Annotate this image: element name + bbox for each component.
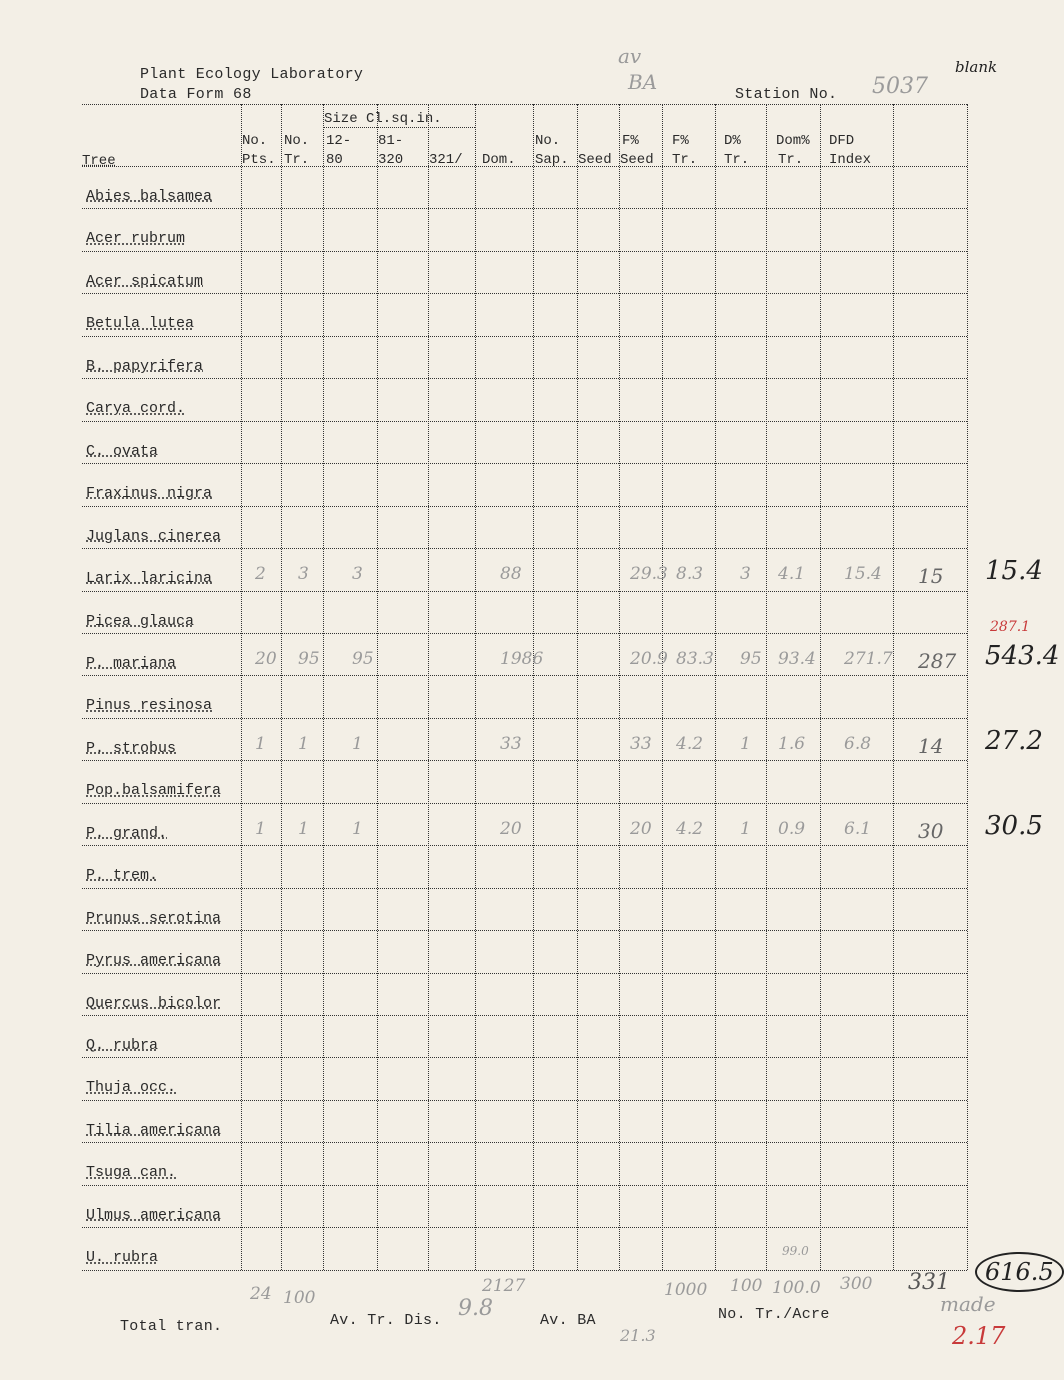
cell-domtr: 4.1 <box>778 564 806 585</box>
pencil-note-av: av <box>618 44 642 68</box>
cell-fseed: 20.9 <box>630 648 668 669</box>
tree-name: P. trem. <box>86 867 159 885</box>
cell-extra: 15 <box>918 564 944 589</box>
col-size-81-2: 320 <box>378 152 404 168</box>
cell-fseed: 20 <box>630 818 652 839</box>
grid-vline <box>428 104 429 1270</box>
cell-dtr: 3 <box>740 564 751 585</box>
margin-total: 15.4 <box>985 556 1043 587</box>
tree-name: Pyrus americana <box>86 952 222 970</box>
cell-pts: 20 <box>255 648 277 669</box>
tree-name: Pinus resinosa <box>86 697 213 715</box>
tree-name: Prunus serotina <box>86 909 222 927</box>
col-size-81-1: 81- <box>378 133 404 149</box>
tree-name: Abies balsamea <box>86 188 213 205</box>
grid-vline <box>533 104 534 1270</box>
grid-hline <box>82 1100 967 1101</box>
total-extra: 331 <box>908 1270 950 1295</box>
col-no-pts-1: No. <box>242 133 268 149</box>
station-note: blank <box>955 58 998 76</box>
cell-tr: 95 <box>298 648 320 669</box>
grid-vline <box>893 104 894 1270</box>
grid-vline <box>281 104 282 1270</box>
col-no-tr-1: No. <box>284 133 310 149</box>
tree-name: Acer rubrum <box>86 230 186 248</box>
cell-ftr: 4.2 <box>676 818 704 839</box>
cell-dfd: 6.1 <box>844 818 872 839</box>
margin-red-note: 287.1 <box>990 618 1031 635</box>
cell-dtr: 1 <box>740 733 751 754</box>
form-number: Data Form 68 <box>140 86 252 103</box>
total-domtr-above: 99.0 <box>782 1244 809 1258</box>
cell-ftr: 4.2 <box>676 733 704 754</box>
margin-total: 27.2 <box>985 725 1043 756</box>
grid-vline <box>619 104 620 1270</box>
station-value: 5037 <box>872 74 928 99</box>
cell-fseed: 29.3 <box>630 564 668 585</box>
cell-fseed: 33 <box>630 733 652 754</box>
tree-name: Larix laricina <box>86 570 213 588</box>
grid-hline <box>82 336 967 337</box>
av-ba-value: 21.3 <box>620 1326 656 1345</box>
grid-vline <box>241 104 242 1270</box>
cell-domtr: 1.6 <box>778 733 806 754</box>
grid-hline <box>82 1142 967 1143</box>
col-domtr-1: Dom% <box>776 133 810 149</box>
cell-dtr: 95 <box>740 648 762 669</box>
tree-name: Juglans cinerea <box>86 527 222 545</box>
no-tr-acre-label: No. Tr./Acre <box>718 1306 830 1323</box>
grid-vline <box>820 104 821 1270</box>
pencil-note-ba: BA <box>628 70 658 94</box>
tree-name: P. strobus <box>86 739 177 757</box>
av-tr-dis-label: Av. Tr. Dis. <box>330 1312 442 1329</box>
cell-dom: 33 <box>500 733 522 754</box>
col-ftr-1: F% <box>672 133 689 149</box>
grid-vline <box>967 104 968 1270</box>
col-fseed-1: F% <box>622 133 639 149</box>
grid-hline <box>82 251 967 252</box>
grid-vline <box>766 104 767 1270</box>
tree-name: Ulmus americana <box>86 1206 222 1224</box>
cell-pts: 1 <box>255 818 266 839</box>
tree-name: B. papyrifera <box>86 357 204 375</box>
cell-s12: 1 <box>352 733 363 754</box>
grid-vline <box>377 104 378 1270</box>
cell-dom: 20 <box>500 818 522 839</box>
col-ftr-2: Tr. <box>672 152 698 168</box>
col-size-12-1: 12- <box>326 133 352 149</box>
col-no-sap-1: No. <box>535 133 561 149</box>
cell-dom: 88 <box>500 564 522 585</box>
grid-hline <box>82 1270 967 1271</box>
cell-extra: 30 <box>918 818 944 843</box>
grid-hline <box>82 888 967 889</box>
grid-hline <box>82 803 967 804</box>
grid-vline <box>577 104 578 1270</box>
cell-domtr: 93.4 <box>778 648 816 669</box>
col-no-sap-2: Sap. <box>535 152 569 168</box>
cell-s12: 1 <box>352 818 363 839</box>
total-dtr: 100 <box>730 1276 763 1296</box>
tree-name: Fraxinus nigra <box>86 485 213 503</box>
grid-hline <box>82 1185 967 1186</box>
grid-hline <box>82 718 967 719</box>
cell-tr: 3 <box>298 564 309 585</box>
grid-hline <box>82 760 967 761</box>
av-ba-label: Av. BA <box>540 1312 596 1329</box>
grid-hline <box>82 1015 967 1016</box>
tree-name: Pop.balsamifera <box>86 782 222 800</box>
tree-name: Carya cord. <box>86 400 186 418</box>
grid-hline <box>82 463 967 464</box>
cell-tr: 1 <box>298 818 309 839</box>
tree-name: Tilia americana <box>86 1121 222 1139</box>
grid-vline <box>475 104 476 1270</box>
grid-hline <box>82 208 967 209</box>
col-size-321: 321/ <box>429 152 463 168</box>
grid-hline <box>82 633 967 634</box>
margin-total: 543.4 <box>985 640 1060 671</box>
cell-s12: 95 <box>352 648 374 669</box>
cell-dfd: 15.4 <box>844 564 882 585</box>
red-value: 2.17 <box>952 1322 1006 1350</box>
total-domtr: 100.0 <box>772 1278 821 1298</box>
tree-name: Betula lutea <box>86 315 195 333</box>
grid-hline <box>82 506 967 507</box>
col-no-pts-2: Pts. <box>242 152 276 168</box>
cell-ftr: 83.3 <box>676 648 714 669</box>
col-domtr-2: Tr. <box>778 152 804 168</box>
grid-vline <box>662 104 663 1270</box>
cell-dfd: 271.7 <box>844 648 893 669</box>
note-made: made <box>940 1292 996 1316</box>
col-dom: Dom. <box>482 152 516 168</box>
tree-name: C. ovata <box>86 442 159 460</box>
total-s12: 100 <box>283 1288 316 1308</box>
tree-name: Thuja occ. <box>86 1079 177 1097</box>
cell-ftr: 8.3 <box>676 564 704 585</box>
av-tr-dis-value: 9.8 <box>458 1296 493 1321</box>
grid-hline <box>82 1227 967 1228</box>
tree-name: Acer spicatum <box>86 272 204 290</box>
lab-title: Plant Ecology Laboratory <box>140 66 364 83</box>
cell-s12: 3 <box>352 564 363 585</box>
cell-extra: 14 <box>918 733 944 758</box>
tree-name: U. rubra <box>86 1249 159 1267</box>
grid-hline <box>82 104 967 105</box>
col-dtr-1: D% <box>724 133 741 149</box>
cell-tr: 1 <box>298 733 309 754</box>
total-tran-label: Total tran. <box>120 1318 223 1335</box>
grid-vline <box>323 104 324 1270</box>
col-dtr-2: Tr. <box>724 152 750 168</box>
grid-hline <box>82 378 967 379</box>
tree-name: Picea glauca <box>86 612 195 630</box>
circled-total: 616.5 <box>975 1252 1064 1292</box>
tree-name: P. grand. <box>86 824 168 842</box>
col-tree: Tree <box>82 153 116 169</box>
grid-hline <box>82 675 967 676</box>
grid-hline <box>82 1057 967 1058</box>
station-label: Station No. <box>735 86 838 103</box>
tree-name: Q. rubra <box>86 1037 159 1054</box>
total-dom: 2127 <box>482 1276 526 1296</box>
cell-domtr: 0.9 <box>778 818 806 839</box>
grid-hline <box>82 548 967 549</box>
col-size-12-2: 80 <box>326 152 343 168</box>
cell-dom: 1986 <box>500 648 544 669</box>
col-size-group: Size Cl.sq.in. <box>324 111 442 127</box>
tree-name: Tsuga can. <box>86 1164 177 1182</box>
grid-hline <box>82 845 967 846</box>
total-ftr: 1000 <box>664 1280 708 1300</box>
tree-name: P. mariana <box>86 654 177 672</box>
total-dfd: 300 <box>840 1274 873 1294</box>
col-dfd-2: Index <box>829 152 872 168</box>
grid-vline <box>715 104 716 1270</box>
grid-hline <box>82 973 967 974</box>
cell-dfd: 6.8 <box>844 733 872 754</box>
col-dfd-1: DFD <box>829 133 855 149</box>
grid-hline <box>82 591 967 592</box>
col-fseed-2: Seed <box>620 152 654 168</box>
col-no-tr-2: Tr. <box>284 152 310 168</box>
cell-extra: 287 <box>918 648 957 673</box>
total-tr: 24 <box>250 1284 272 1304</box>
tree-name: Quercus bicolor <box>86 994 222 1012</box>
margin-total: 30.5 <box>985 810 1043 841</box>
cell-pts: 1 <box>255 733 266 754</box>
cell-dtr: 1 <box>740 818 751 839</box>
grid-hline <box>82 421 967 422</box>
cell-pts: 2 <box>255 564 266 585</box>
grid-hline <box>82 930 967 931</box>
grid-hline <box>82 293 967 294</box>
col-seed: Seed <box>578 152 612 168</box>
